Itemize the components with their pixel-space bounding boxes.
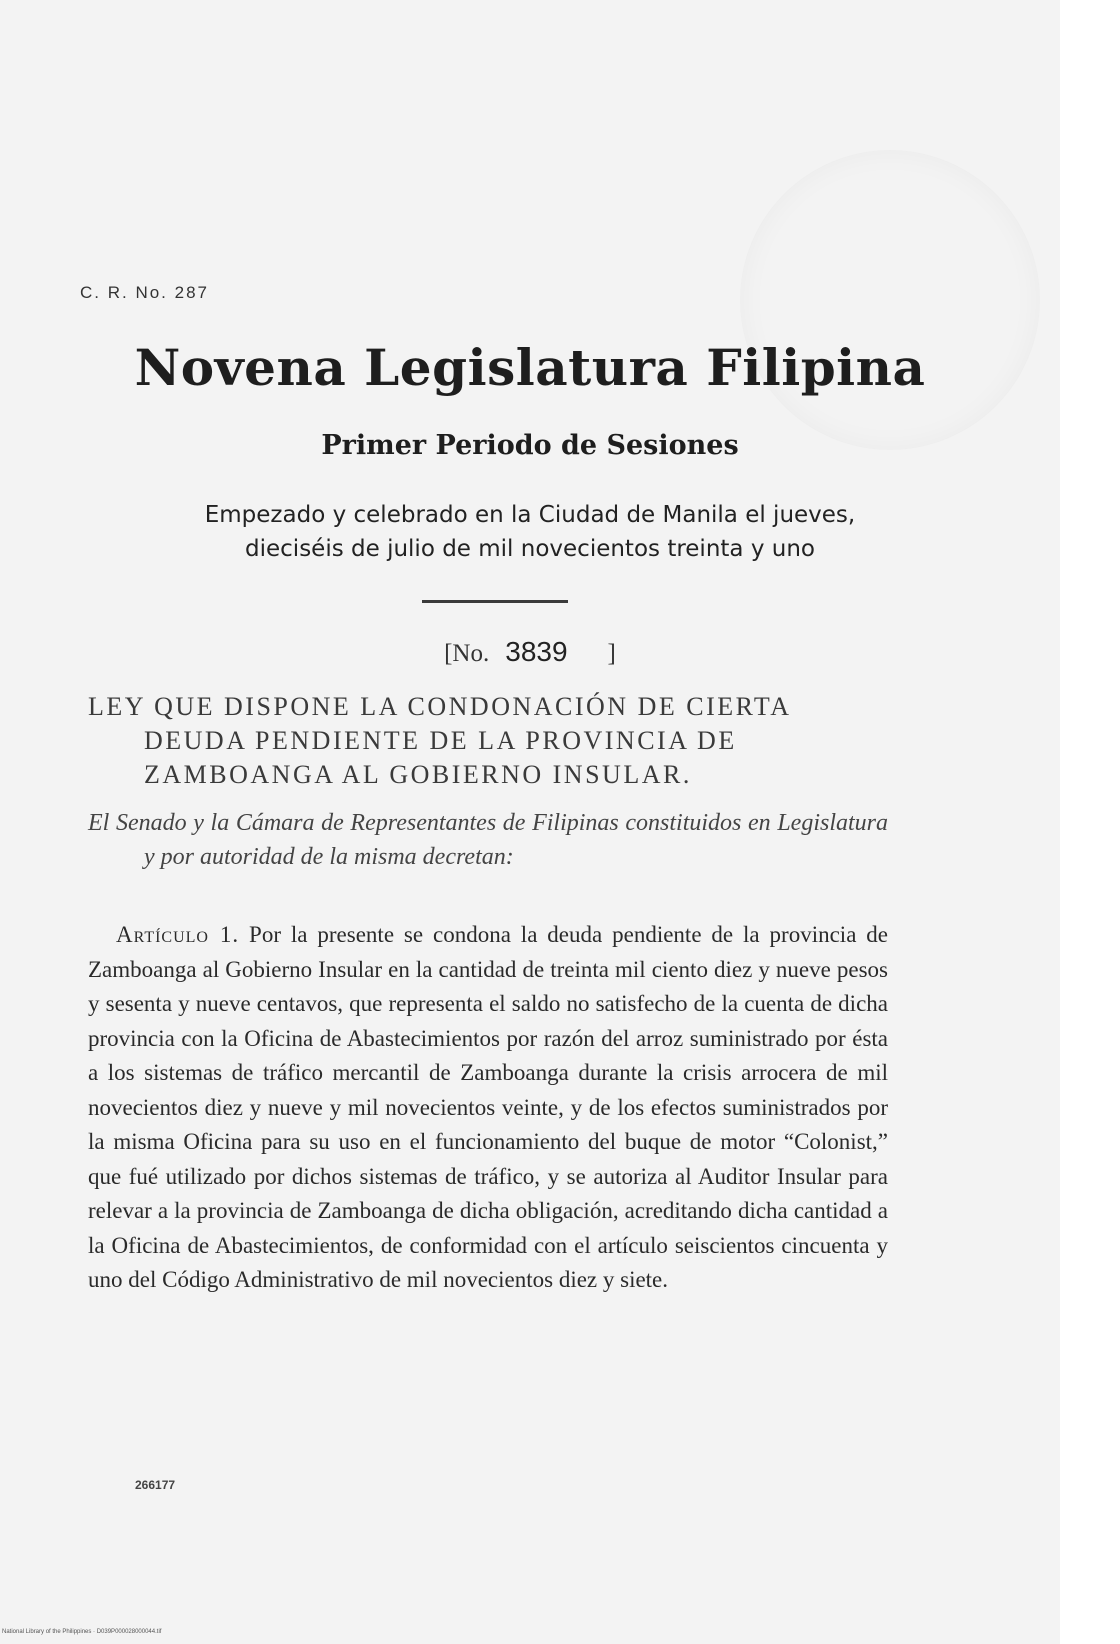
page-reference-number: 266177 xyxy=(135,1478,176,1492)
article-text: Por la presente se condona la deuda pendiente de la provincia de Zamboanga al Gobierno Insular en la cantidad de treinta mil ciento diez y nueve pesos y sesenta y nueve centavos, que representa el saldo no satisfecho de la cuenta de dicha provincia con la Oficina de Abastecimientos por razón del arroz suministrado por ésta a los sistemas de tráfico mercantil de Zamboanga durante la crisis arrocera de mil novecientos diez y nueve y mil novecientos veinte, y de los efectos suministrados por la misma Oficina para su uso en el funcionamiento del buque de motor “Colonist,” que fué utilizado por dichos sistemas de tráfico, y se autoriza al Auditor Insular para relevar a la provincia de Zamboanga de dicha obligación, acreditando dicha cantidad a la Oficina de Abastecimientos, de conformidad con el artículo seiscientos cincuenta y uno del Código Administrativo de mil novecientos diez y siete. xyxy=(88,922,889,1292)
convened-line-1: Empezado y celebrado en la Ciudad de Manila el jueves, xyxy=(204,502,856,528)
scan-margin xyxy=(1060,0,1120,1644)
cr-number: C. R. No. 287 xyxy=(80,283,209,302)
scan-footer-credit: National Library of the Philippines · D039P000028000044.tif xyxy=(2,1629,162,1635)
act-number xyxy=(0,636,1060,668)
session-title: Primer Periodo de Sesiones xyxy=(321,430,739,461)
convened-info xyxy=(90,498,970,566)
legislature-title: Novena Legislatura Filipina xyxy=(134,338,926,397)
embossed-seal xyxy=(740,150,1040,450)
article-1 xyxy=(88,918,888,1298)
divider-rule xyxy=(422,600,568,603)
act-number-prefix: [No. xyxy=(444,640,490,667)
law-title: LEY QUE DISPONE LA CONDONACIÓN DE CIERTA DEUDA PENDIENTE DE LA PROVINCIA DE ZAMBOANGA AL GOBIERNO INSULAR. xyxy=(88,692,791,789)
act-number-value: 3839 xyxy=(505,636,568,667)
act-number-suffix: ] xyxy=(607,640,616,667)
enacting-clause: El Senado y la Cámara de Representantes de Filipinas constituidos en Legislatura y por autoridad de la misma decretan: xyxy=(88,810,888,870)
convened-line-2: dieciséis de julio de mil novecientos treinta y uno xyxy=(245,536,815,562)
article-label: Artículo 1. xyxy=(116,922,240,947)
